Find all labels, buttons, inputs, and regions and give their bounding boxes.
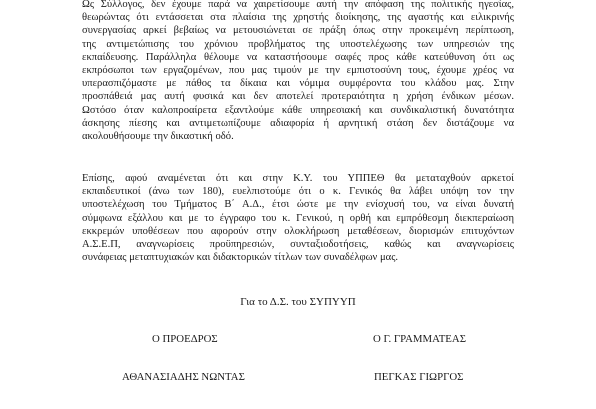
president-name: ΑΘΑΝΑΣΙΑΔΗΣ ΝΩΝΤΑΣ [122,371,245,383]
text-line: σύμφωνα εξάλλου και με το έγγραφο του κ. Γενικού, η ορθή και εμπρόθεσμη διεκπεραίωση [82,212,514,224]
text-line: Α.Σ.Ε.Π, αναγνωρίσεις προϋπηρεσιών, συνταξιοδοτήσεις, καθώς και αναγνωρίσεις [82,238,514,250]
text-line: Ωστόσο όταν καλοπροαίρετα εξαντλούμε κάθε υπηρεσιακή και συνδικαλιστική δυνατότητα [82,104,514,116]
secretary-name: ΠΕΓΚΑΣ ΓΙΩΡΓΟΣ [374,371,464,383]
text-line: συνάφειας μεταπτυχιακών και διδακτορικών τίτλων των συναδέλφων μας. [82,252,399,264]
paragraph-2 [82,172,514,264]
text-line: ακολουθήσουμε την δικαστική οδό. [82,130,234,142]
text-line: Επίσης, αφού αναμένεται ότι και στην Κ.Υ. του ΥΠΠΕΘ θα μεταταχθούν αρκετοί [82,173,514,184]
text-line: συνεργασίας αρκεί βεβαίως να μετουσιώνεται σε πράξη όπως στην προκειμένη περίπτωση, [82,25,514,37]
text-line: υπερασπιζόμαστε με πάθος τα δίκαια και νόμιμα συμφέροντα του κλάδου μας. Στην [82,78,514,90]
text-line: εκπρόσωποι των εργαζομένων, που μας τιμούν με την εμπιστοσύνη τους, έχουμε χρέος να [82,64,514,76]
text-line: άσκησης πίεσης και αντιμετωπίζουμε αδιαφορία ή αρνητική στάση δεν διστάζουμε να [82,117,514,129]
text-line: εκκρεμών υποθέσεων που αφορούν στην ολοκλήρωση μεταθέσεων, διορισμών επιτυχόντων [82,225,514,237]
text-line: Ως Σύλλογος, δεν έχουμε παρά να χαιρετίσουμε αυτή την απόφαση της πολιτικής ηγεσίας, [82,0,514,10]
text-line: υποστελέχωση του Τμήματος Β΄ Α.Δ., έτσι ώστε με την ενίσχυσή του, να είναι δυνατή [82,199,514,211]
text-line: εκπαιδευτικοί (άνω των 180), ευελπιστούμε ότι ο κ. Γενικός θα λάβει υπόψη τον την [82,186,514,198]
closing-line: Για το Δ.Σ. του ΣΥΠΥΥΠ [240,296,356,308]
text-line: εκπαίδευσης. Παράλληλα θέλουμε να καταστήσουμε σαφές προς κάθε κατεύθυνση ότι ως [82,51,514,63]
text-line: θεωρώντας ότι εντάσσεται στα πλαίσια της χρηστής διοίκησης, της αγαστής και ειλικρινής [82,12,514,24]
paragraph-1 [82,0,514,143]
text-line: προσπάθειά μας αυτή φυσικά και δεν αποτελεί προτεραιότητα η χρήση ένδικων μέσων. [82,91,514,103]
secretary-title: Ο Γ. ΓΡΑΜΜΑΤΕΑΣ [373,333,466,345]
president-title: Ο ΠΡΟΕΔΡΟΣ [152,333,218,345]
text-line: της αντιμετώπισης του χρόνιου προβλήματος της υποστελέχωσης των υπηρεσιών της [82,38,514,50]
